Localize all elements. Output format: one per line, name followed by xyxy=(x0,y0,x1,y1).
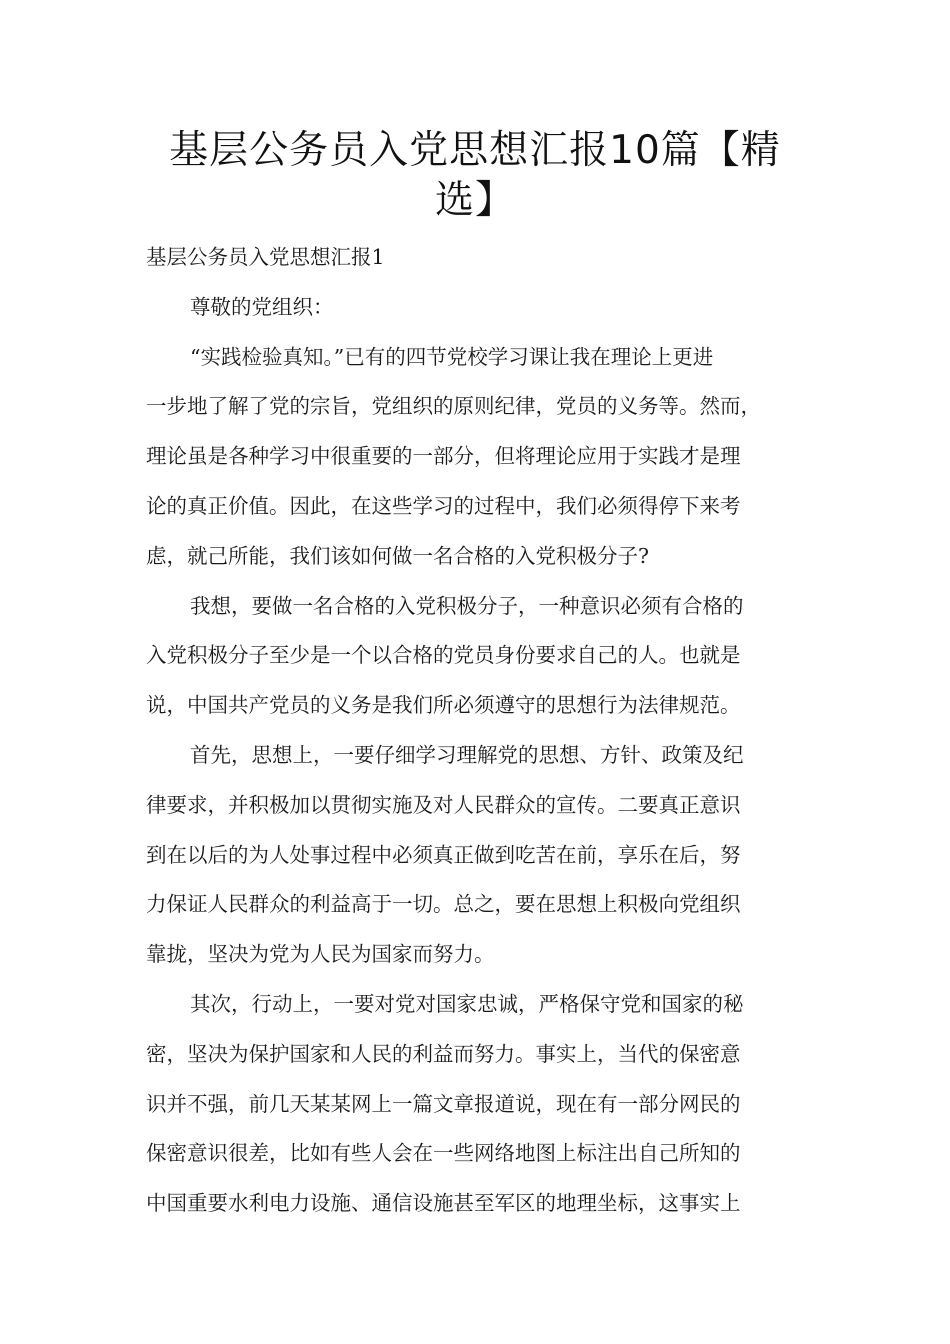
paragraph-line: 其次，行动上，一要对党对国家忠诚，严格保守党和国家的秘 xyxy=(190,991,744,1016)
paragraph-line: 虑，就己所能，我们该如何做一名合格的入党积极分子? xyxy=(146,543,649,568)
paragraph-line: 我想，要做一名合格的入党积极分子，一种意识必须有合格的 xyxy=(190,593,744,618)
paragraph-line: 论的真正价值。因此，在这些学习的过程中，我们必须得停下来考 xyxy=(146,493,741,518)
paragraph-line: “实践检验真知。”已有的四节党校学习课让我在理论上更进 xyxy=(190,344,714,369)
paragraph-line: 说，中国共产党员的义务是我们所必须遵守的思想行为法律规范。 xyxy=(146,693,741,718)
paragraph xyxy=(146,582,806,731)
paragraph-line: 一步地了解了党的宗旨，党组织的原则纪律，党员的义务等。然而， xyxy=(146,394,761,419)
paragraph xyxy=(146,731,806,980)
paragraph-line: 律要求，并积极加以贯彻实施及对人民群众的宣传。二要真正意识 xyxy=(146,792,741,817)
paragraph-line: 靠拢，坚决为党为人民为国家而努力。 xyxy=(146,942,495,967)
paragraph-line: 识并不强，前几天某某网上一篇文章报道说，现在有一部分网民的 xyxy=(146,1091,741,1116)
paragraph-line: 中国重要水利电力设施、通信设施甚至军区的地理坐标，这事实上 xyxy=(146,1191,741,1216)
paragraph xyxy=(146,333,806,582)
paragraph-line: 首先，思想上，一要仔细学习理解党的思想、方针、政策及纪 xyxy=(190,742,744,767)
paragraph-line: 到在以后的为人处事过程中必须真正做到吃苦在前，享乐在后，努 xyxy=(146,842,741,867)
paragraph xyxy=(146,980,806,1229)
paragraph-line: 密，坚决为保护国家和人民的利益而努力。事实上，当代的保密意 xyxy=(146,1041,741,1066)
paragraph xyxy=(146,283,806,333)
paragraph-line: 力保证人民群众的利益高于一切。总之，要在思想上积极向党组织 xyxy=(146,892,741,917)
paragraph-line: 入党积极分子至少是一个以合格的党员身份要求自己的人。也就是 xyxy=(146,643,741,668)
paragraph-line: 尊敬的党组织： xyxy=(190,294,334,319)
document-body xyxy=(146,233,806,1229)
document-title xyxy=(120,126,830,226)
paragraph-container xyxy=(146,283,806,1229)
paragraph-line: 理论虽是各种学习中很重要的一部分，但将理论应用于实践才是理 xyxy=(146,444,741,469)
title-line-2: 选】 xyxy=(434,178,515,223)
section-heading: 基层公务员入党思想汇报1 xyxy=(146,245,385,269)
paragraph-line: 保密意识很差，比如有些人会在一些网络地图上标注出自己所知的 xyxy=(146,1141,741,1166)
title-line-1: 基层公务员入党思想汇报10篇【精 xyxy=(169,128,781,173)
